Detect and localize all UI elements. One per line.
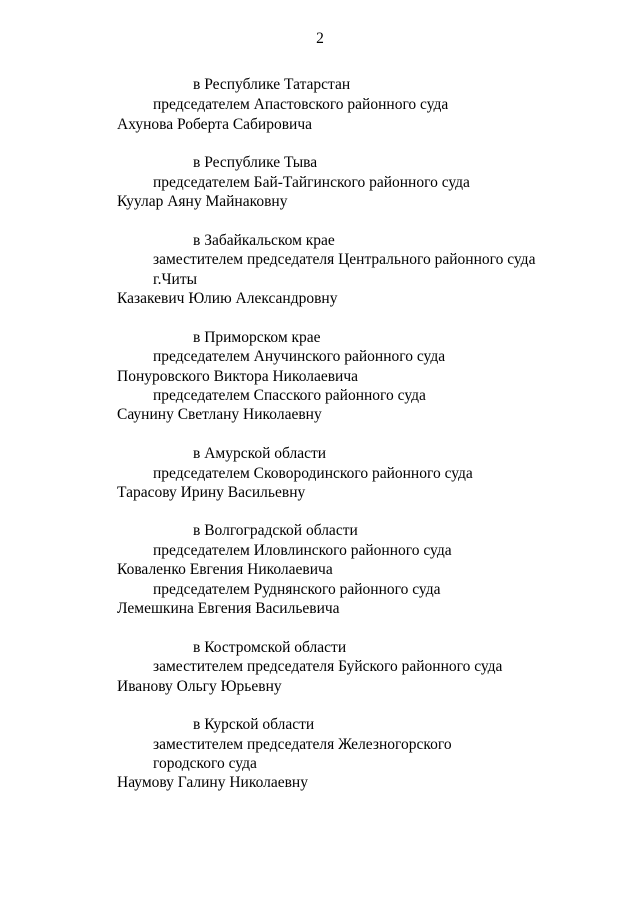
person-name: Саунину Светлану Николаевну [117,406,322,423]
position-line: председателем Спасского районного суда [153,387,426,404]
position-line: городского суда [153,755,257,772]
position-line: председателем Иловлинского районного суда [153,542,452,559]
position-line: председателем Анучинского районного суда [153,348,446,365]
position-line: председателем Апастовского районного суда [153,96,449,113]
region-heading: в Волгоградской области [193,522,358,539]
region-heading: в Республике Тыва [193,154,318,171]
position-line: председателем Руднянского районного суда [153,581,441,598]
person-name: Казакевич Юлию Александровну [117,290,338,307]
page-number: 2 [316,30,324,47]
position-line: заместителем председателя Железногорского [153,736,452,753]
position-line: председателем Сковородинского районного суда [153,465,473,482]
person-name: Ахунова Роберта Сабировича [117,116,313,133]
region-heading: в Приморском крае [193,329,321,346]
person-name: Коваленко Евгения Николаевича [117,561,333,578]
person-name: Наумову Галину Николаевну [117,774,308,791]
position-line: заместителем председателя Буйского районного суда [153,658,503,675]
region-heading: в Забайкальском крае [193,232,335,249]
region-heading: в Курской области [193,716,315,733]
person-name: Куулар Аяну Майнаковну [117,193,288,210]
person-name: Тарасову Ирину Васильевну [117,484,306,501]
person-name: Лемешкина Евгения Васильевича [117,600,340,617]
position-line: заместителем председателя Центрального районного суда [153,251,536,268]
person-name: Понуровского Виктора Николаевича [117,368,359,385]
position-line: председателем Бай-Тайгинского районного суда [153,174,470,191]
position-line: г.Читы [153,271,198,288]
region-heading: в Амурской области [193,445,327,462]
region-heading: в Республике Татарстан [193,76,351,93]
person-name: Иванову Ольгу Юрьевну [117,678,282,695]
region-heading: в Костромской области [193,639,347,656]
